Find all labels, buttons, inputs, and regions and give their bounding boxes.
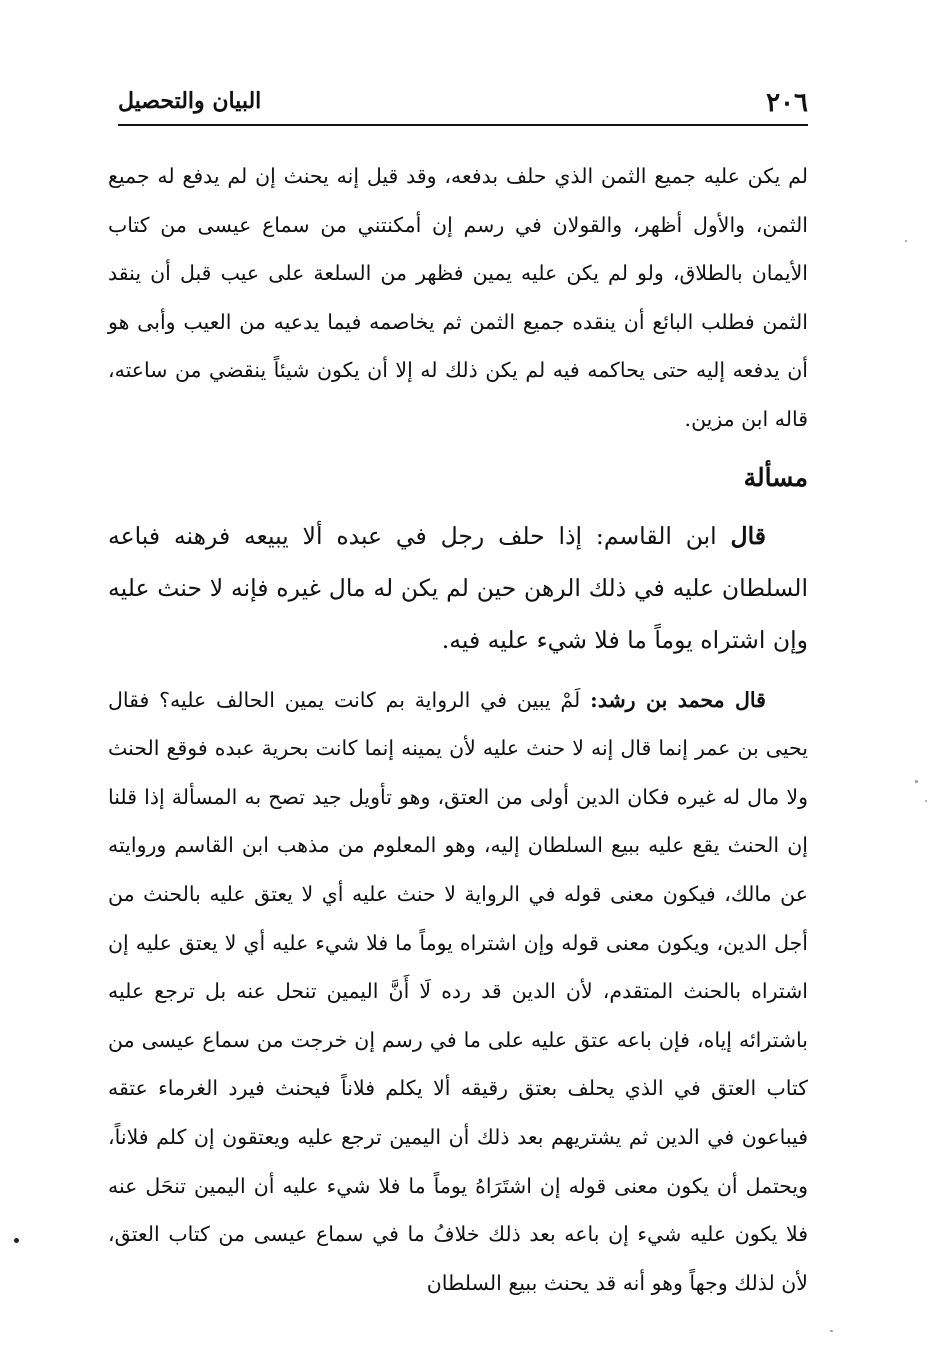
paragraph-3-lead: قال محمد بن رشد:: [590, 687, 766, 712]
scan-speck: [830, 1330, 833, 1332]
paragraph-2-text: ابن القاسم: إذا حلف رجل في عبده ألا يبيعه فرهنه فباعه السلطان عليه في ذلك الرهن حين لم يكن له مال غيره فإنه لا حنث عليه وإن اشتراه يوماً ما فلا شيء عليه فيه.: [108, 521, 808, 654]
paragraph-1: لم يكن عليه جميع الثمن الذي حلف بدفعه، وقد قيل إنه يحنث إن لم يدفع له جميع الثمن، والأول أظهر، والقولان في رسم إن أمكنتني من سماع عيسى من كتاب الأيمان بالطلاق، ولو لم يكن عليه يمين فظهر من السلعة على عيب قبل أن ينقد الثمن فطلب البائع أن ينقده جميع الثمن ثم يخاصمه فيما يدعيه من العيب وأبى هو أن يدفعه إليه حتى يحاكمه فيه لم يكن ذلك له إلا أن يكون شيئاً ينقضي من ساعته، قاله ابن مزين.: [108, 164, 808, 431]
paragraph-3: [108, 676, 808, 1308]
paragraph-3-text: لَمْ يبين في الرواية بم كانت يمين الحالف عليه؟ فقال يحيى بن عمر إنما قال إنه لا حنث عليه لأن يمينه إنما كانت بحرية عبده فوقع الحنث ولا مال له غيره فكان الدين أولى من العتق، وهو تأويل جيد تصح به المسألة إذا قلنا إن الحنث يقع عليه ببيع السلطان إليه، وهو المعلوم من مذهب ابن القاسم وروايته عن مالك، فيكون معنى قوله في الرواية لا حنث عليه أي لا يعتق عليه بالحنث من أجل الدين، ويكون معنى قوله وإن اشتراه يوماً ما فلا شيء عليه أي لا يعتق عليه إن اشتراه بالحنث المتقدم، لأن الدين قد رده لَا أَنَّ اليمين تنحل عنه بل ترجع عليه باشترائه إياه، فإن باعه عتق عليه على ما في رسم إن خرجت من سماع عيسى من كتاب العتق في الذي يحلف بعتق رقيقه ألا يكلم فلاناً فيحنث فيرد الغرماء عتقه فيباعون في الدين ثم يشتريهم بعد ذلك أن اليمين ترجع عليه ويعتقون إن كلم فلاناً، ويحتمل أن يكون معنى قوله إن اشتَرَاهُ يوماً ما فلا شيء عليه أن اليمين تنحَل عنه فلا يكون عليه شيء إن باعه بعد ذلك خلافُ ما في سماع عيسى من كتاب العتق، لأن لذلك وجهاً وهو أنه قد يحنث ببيع السلطان: [108, 687, 808, 1295]
paragraph-2: [108, 510, 808, 666]
scan-speck: [925, 800, 927, 802]
scan-speck: [915, 780, 918, 783]
page-header: [118, 84, 808, 126]
paragraph-2-lead: قال: [730, 521, 766, 550]
section-heading: مسألة: [743, 462, 808, 492]
paragraph-gap: [108, 666, 808, 676]
page-number: ٢٠٦: [766, 88, 808, 118]
body-text: [108, 152, 808, 1307]
scan-speck: [905, 240, 907, 242]
margin-dot: [14, 1238, 19, 1243]
running-title: البيان والتحصيل: [118, 88, 262, 114]
